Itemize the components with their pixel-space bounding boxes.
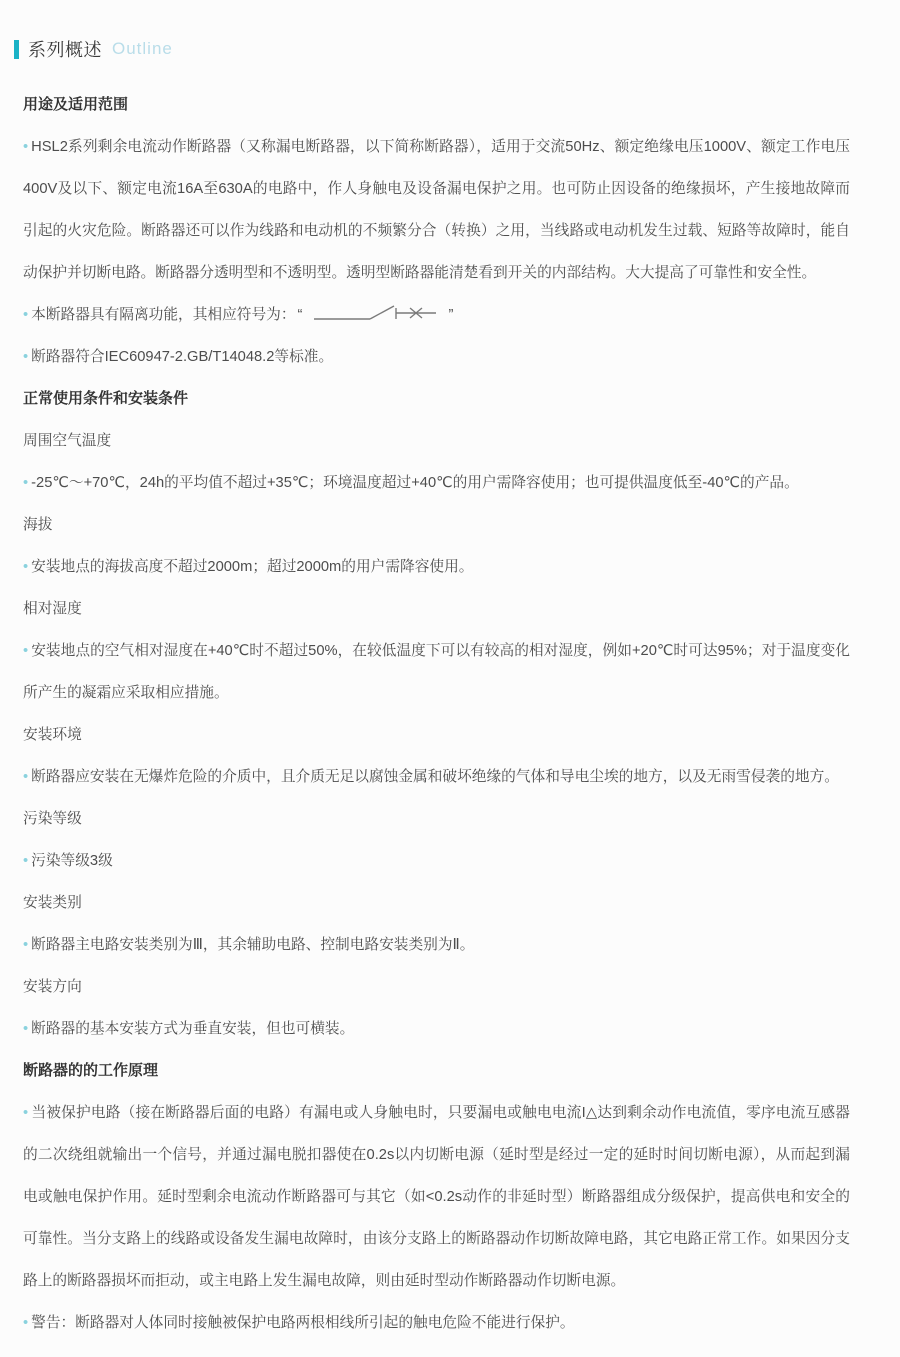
heading-normal-conditions: 正常使用条件和安装条件 bbox=[23, 390, 189, 407]
bullet-icon: • bbox=[23, 769, 29, 785]
accent-bar-icon bbox=[14, 40, 19, 59]
paragraph-text: 当被保护电路（接在断路器后面的电路）有漏电或人身触电时，只要漏电或触电电流I△达到剩余动作电流值，零序电流互感器的二次绕组就输出一个信号，并通过漏电脱扣器使在0.2s以内切断电源（延时型是经过一定的延时时间切断电源），从而起到漏电或触电保护作用。延时型剩余电流动作断路器可与其它（如<0.2s动作的非延时型）断路器组成分级保护，提高供电和安全的可靠性。当分支路上的线路或设备发生漏电故障时，由该分支路上的断路器动作切断故障电路，其它电路正常工作。如果因分支路上的断路器损坏而拒动，或主电路上发生漏电故障，则由延时型动作断路器动作切断电源。 bbox=[23, 1105, 850, 1289]
paragraph-series-description bbox=[23, 126, 850, 294]
quote-open: “ bbox=[297, 307, 303, 323]
paragraph-category bbox=[23, 924, 850, 966]
paragraph-direction bbox=[23, 1008, 850, 1050]
bullet-icon: • bbox=[23, 559, 29, 575]
paragraph-altitude bbox=[23, 546, 850, 588]
bullet-icon: • bbox=[23, 1021, 29, 1037]
paragraph-warning bbox=[23, 1302, 850, 1344]
paragraph-text: 断路器的基本安装方式为垂直安装，但也可横装。 bbox=[31, 1021, 355, 1037]
paragraph-text: 断路器主电路安装类别为Ⅲ，其余辅助电路、控制电路安装类别为Ⅱ。 bbox=[31, 937, 475, 953]
paragraph-text: -25℃～+70℃，24h的平均值不超过+35℃；环境温度超过+40℃的用户需降容使用；也可提供温度低至-40℃的产品。 bbox=[31, 475, 799, 491]
paragraph-isolation-function bbox=[23, 294, 850, 336]
paragraph-text: 安装地点的海拔高度不超过2000m；超过2000m的用户需降容使用。 bbox=[31, 559, 474, 575]
bullet-icon: • bbox=[23, 349, 29, 365]
paragraph-standards bbox=[23, 336, 850, 378]
bullet-icon: • bbox=[23, 853, 29, 869]
heading-working-principle: 断路器的的工作原理 bbox=[23, 1062, 159, 1079]
subheading-installation-category: 安装类别 bbox=[23, 895, 82, 911]
subheading-altitude: 海拔 bbox=[23, 517, 53, 533]
subheading-ambient-temperature: 周围空气温度 bbox=[23, 433, 112, 449]
paragraph-text: 污染等级3级 bbox=[31, 853, 113, 869]
paragraph-text: 本断路器具有隔离功能，其相应符号为： bbox=[31, 307, 296, 323]
heading-usage-scope: 用途及适用范围 bbox=[23, 96, 129, 113]
subheading-relative-humidity: 相对湿度 bbox=[23, 601, 82, 617]
bullet-icon: • bbox=[23, 643, 29, 659]
paragraph-humidity bbox=[23, 630, 850, 714]
paragraph-text: 断路器符合IEC60947-2.GB/T14048.2等标准。 bbox=[31, 349, 334, 365]
paragraph-temperature bbox=[23, 462, 850, 504]
subheading-installation-direction: 安装方向 bbox=[23, 979, 82, 995]
paragraph-environment bbox=[23, 756, 850, 798]
bullet-icon: • bbox=[23, 1315, 29, 1331]
isolation-symbol-icon bbox=[312, 301, 438, 323]
paragraph-text: 警告：断路器对人体同时接触被保护电路两根相线所引起的触电危险不能进行保护。 bbox=[31, 1315, 575, 1331]
paragraph-working-principle bbox=[23, 1092, 850, 1302]
document-body bbox=[0, 62, 900, 1344]
page-title-english: Outline bbox=[112, 39, 173, 58]
bullet-icon: • bbox=[23, 937, 29, 953]
quote-close: ” bbox=[448, 307, 454, 323]
bullet-icon: • bbox=[23, 1105, 29, 1121]
subheading-installation-environment: 安装环境 bbox=[23, 727, 82, 743]
page-title: 系列概述 bbox=[28, 40, 102, 60]
section-header bbox=[0, 0, 900, 62]
paragraph-pollution bbox=[23, 840, 850, 882]
bullet-icon: • bbox=[23, 307, 29, 323]
paragraph-text: 安装地点的空气相对湿度在+40℃时不超过50%，在较低温度下可以有较高的相对湿度，例如+20℃时可达95%；对于温度变化所产生的凝霜应采取相应措施。 bbox=[23, 643, 850, 701]
paragraph-text: HSL2系列剩余电流动作断路器（又称漏电断路器，以下简称断路器），适用于交流50Hz、额定绝缘电压1000V、额定工作电压400V及以下、额定电流16A至630A的电路中，作人身触电及设备漏电保护之用。也可防止因设备的绝缘损坏，产生接地故障而引起的火灾危险。断路器还可以作为线路和电动机的不频繁分合（转换）之用，当线路或电动机发生过载、短路等故障时，能自动保护并切断电路。断路器分透明型和不透明型。透明型断路器能清楚看到开关的内部结构。大大提高了可靠性和安全性。 bbox=[23, 139, 850, 281]
subheading-pollution-degree: 污染等级 bbox=[23, 811, 82, 827]
paragraph-text: 断路器应安装在无爆炸危险的介质中，且介质无足以腐蚀金属和破坏绝缘的气体和导电尘埃的地方，以及无雨雪侵袭的地方。 bbox=[31, 769, 839, 785]
bullet-icon: • bbox=[23, 139, 29, 155]
bullet-icon: • bbox=[23, 475, 29, 491]
